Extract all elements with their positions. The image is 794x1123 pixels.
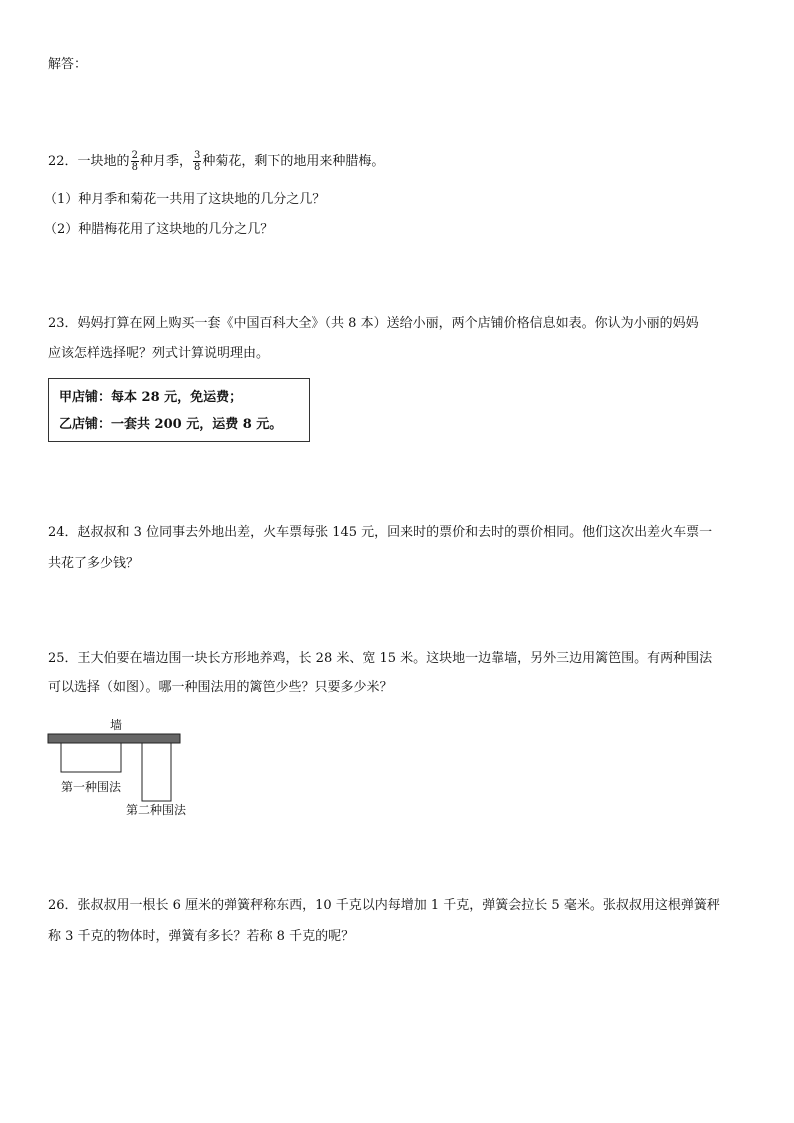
shop-b-info: 乙店铺：一套共 200 元，运费 8 元。 xyxy=(59,417,283,432)
shop-a-info: 甲店铺：每本 28 元，免运费； xyxy=(59,390,243,405)
fraction-denominator: 8 xyxy=(193,162,201,173)
fraction-two-eighths xyxy=(131,150,139,173)
method-2-label: 第二种围法 xyxy=(126,803,187,817)
question-24-line-1: 24．赵叔叔和 3 位同事去外地出差，火车票每张 145 元，回来时的票价和去时的票价相同。他们这次出差火车票一 xyxy=(48,525,713,540)
question-25-line-1: 25．王大伯要在墙边围一块长方形地养鸡，长 28 米、宽 15 米。这块地一边靠墙，另外三边用篱笆围。有两种围法 xyxy=(48,651,713,666)
question-22-sub-2: （2）种腊梅花用了这块地的几分之几？ xyxy=(44,222,274,237)
question-24-line-2: 共花了多少钱？ xyxy=(48,556,140,571)
fraction-numerator: 2 xyxy=(131,150,138,161)
question-22 xyxy=(48,150,384,173)
fence-diagram xyxy=(40,708,210,823)
fraction-three-eighths xyxy=(193,150,201,173)
question-26-line-2: 称 3 千克的物体时，弹簧有多长？若称 8 千克的呢？ xyxy=(48,929,355,944)
question-22-sub-1: （1）种月季和菊花一共用了这块地的几分之几？ xyxy=(44,192,326,207)
question-23-line-1: 23．妈妈打算在网上购买一套《中国百科大全》（共 8 本）送给小丽，两个店铺价格信息如表。你认为小丽的妈妈 xyxy=(48,316,699,331)
fence-method-2 xyxy=(142,743,171,801)
question-23-line-2: 应该怎样选择呢？列式计算说明理由。 xyxy=(48,346,270,361)
question-text: 种月季， xyxy=(139,154,192,169)
wall xyxy=(48,734,180,743)
fence-method-1 xyxy=(61,743,121,772)
question-number: 22． xyxy=(48,154,78,169)
question-26-line-1: 26．张叔叔用一根长 6 厘米的弹簧秤称东西，10 千克以内每增加 1 千克，弹簧会拉长 5 毫米。张叔叔用这根弹簧秤 xyxy=(48,898,720,913)
wall-label: 墙 xyxy=(109,718,123,732)
fraction-denominator: 8 xyxy=(131,162,138,173)
fraction-numerator: 3 xyxy=(193,150,201,161)
question-text: 一块地的 xyxy=(77,154,130,169)
answer-label: 解答： xyxy=(48,57,88,72)
question-text: 种菊花，剩下的地用来种腊梅。 xyxy=(202,154,385,169)
question-25-line-2: 可以选择（如图）。哪一种围法用的篱笆少些？只要多少米？ xyxy=(48,680,393,695)
method-1-label: 第一种围法 xyxy=(61,780,122,794)
price-info-box xyxy=(48,378,310,442)
